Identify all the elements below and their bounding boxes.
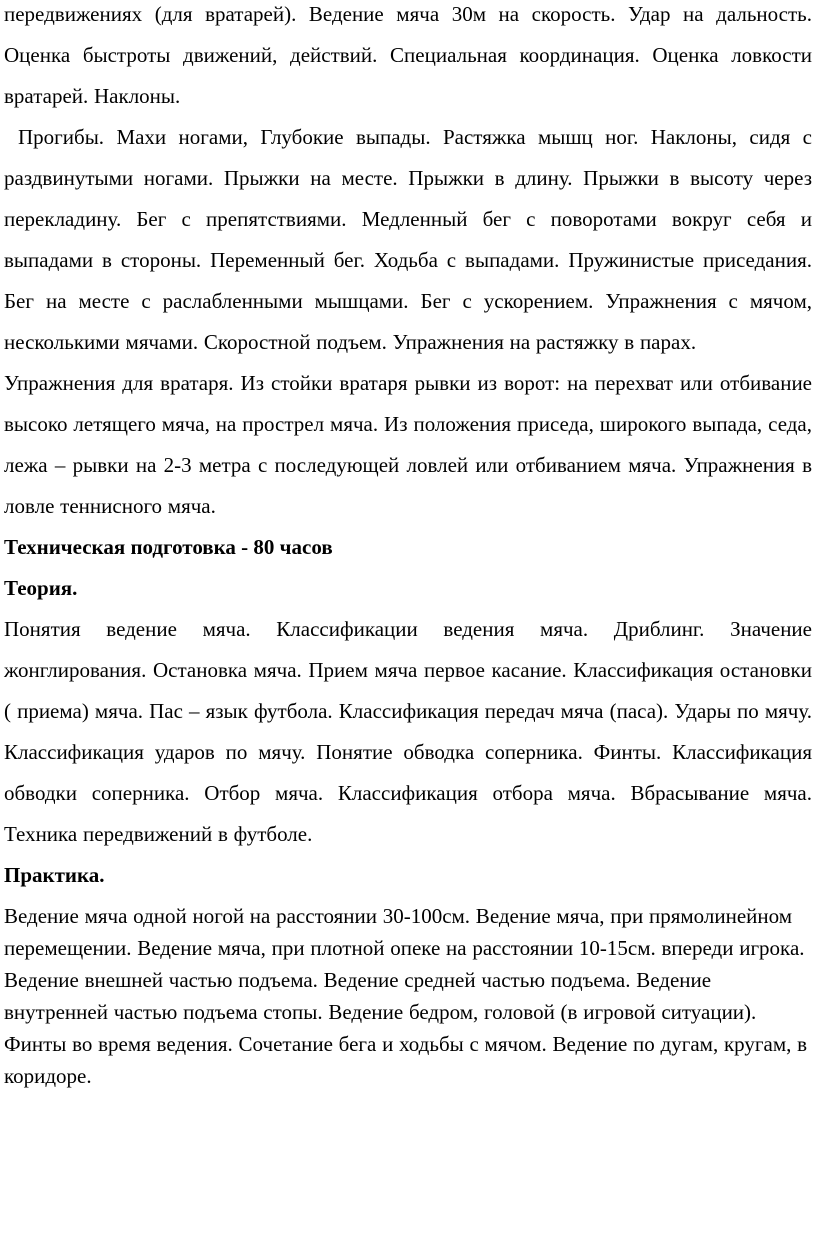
heading-practice: Практика. xyxy=(4,863,105,887)
document-page xyxy=(4,0,812,1092)
paragraph-general-exercises: Прогибы. Махи ногами, Глубокие выпады. Растяжка мышц ног. Наклоны, сидя с раздвинутыми ногами. Прыжки на месте. Прыжки в длину. Прыжки в высоту через перекладину. Бег с препятствиями. Медленный бег с поворотами вокруг себя и выпадами в стороны. Переменный бег. Ходьба с выпадами. Пружинистые приседания. Бег на месте с раслабленными мышцами. Бег с ускорением. Упражнения с мячом, несколькими мячами. Скоростной подъем. Упражнения на растяжку в парах. xyxy=(4,125,812,354)
paragraph-goalkeeper-tests: передвижениях (для вратарей). Ведение мяча 30м на скорость. Удар на дальность. Оценка быстроты движений, действий. Специальная координация. Оценка ловкости вратарей. Наклоны. xyxy=(4,2,812,108)
heading-technical-training: Техническая подготовка - 80 часов xyxy=(4,535,333,559)
paragraph-theory: Понятия ведение мяча. Классификации ведения мяча. Дриблинг. Значение жонглирования. Остановка мяча. Прием мяча первое касание. Классификация остановки ( приема) мяча. Пас – язык футбола. Классификация передач мяча (паса). Удары по мячу. Классификация ударов по мячу. Понятие обводка соперника. Финты. Классификация обводки соперника. Отбор мяча. Классификация отбора мяча. Вбрасывание мяча. Техника передвижений в футболе. xyxy=(4,617,812,846)
paragraph-goalkeeper-exercises: Упражнения для вратаря. Из стойки вратаря рывки из ворот: на перехват или отбивание высоко летящего мяча, на прострел мяча. Из положения приседа, широкого выпада, седа, лежа – рывки на 2-3 метра с последующей ловлей или отбиванием мяча. Упражнения в ловле теннисного мяча. xyxy=(4,371,812,518)
paragraph-practice: Ведение мяча одной ногой на расстоянии 30-100см. Ведение мяча, при прямолинейном перемещении. Ведение мяча, при плотной опеке на расстоянии 10-15см. впереди игрока. Ведение внешней частью подъема. Ведение средней частью подъема. Ведение внутренней частью подъема стопы. Ведение бедром, головой (в игровой ситуации). Финты во время ведения. Сочетание бега и ходьбы с мячом. Ведение по дугам, кругам, в коридоре. xyxy=(4,904,808,1088)
heading-theory: Теория. xyxy=(4,576,78,600)
